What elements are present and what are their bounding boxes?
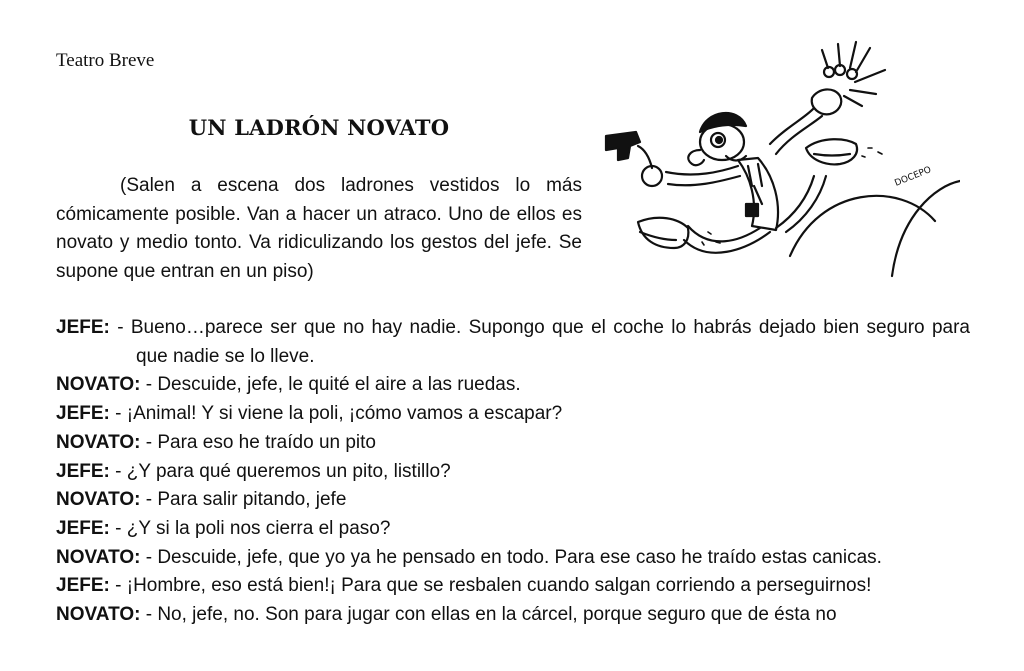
- dialogue-text: - Para salir pitando, jefe: [140, 489, 347, 511]
- dialogue-text: - Descuide, jefe, que yo ya he pensado en todo. Para ese caso he traído estas canicas.: [140, 546, 882, 568]
- speaker-name: JEFE:: [56, 403, 110, 425]
- dialogue-text: - Descuide, jefe, le quité el aire a las ruedas.: [140, 374, 521, 396]
- dialogue-line: [56, 314, 970, 371]
- dialogue-line: [56, 544, 970, 573]
- dialogue: [56, 314, 970, 630]
- dialogue-line: [56, 601, 970, 630]
- ground-curve-line: [892, 181, 960, 276]
- speaker-name: JEFE:: [56, 575, 110, 597]
- dialogue-text: - No, jefe, no. Son para jugar con ellas en la cárcel, porque seguro que de ésta no: [140, 604, 837, 626]
- dialogue-line: [56, 572, 970, 601]
- dialogue-line: [56, 458, 970, 487]
- dialogue-line: [56, 429, 970, 458]
- speaker-name: JEFE:: [56, 517, 110, 539]
- dialogue-text: - Bueno…parece ser que no hay nadie. Supongo que el coche lo habrás dejado bien seguro para que nadie se lo lleve.: [109, 317, 970, 367]
- raised-hand: [812, 89, 842, 114]
- page-title: UN LADRÓN NOVATO: [188, 115, 450, 140]
- dialogue-line: [56, 486, 970, 515]
- stage-directions: (Salen a escena dos ladrones vestidos lo más cómicamente posible. Van a hacer un atraco. Uno de ellos es novato y medio tonto. Va ridiculizando los gestos del jefe. Se supone que entran en un piso): [56, 175, 582, 282]
- dialogue-text: - ¡Hombre, eso está bien!¡ Para que se resbalen cuando salgan corriendo a perseguirnos!: [109, 575, 872, 597]
- front-shoe: [806, 139, 857, 164]
- dialogue-text: - ¿Y para qué queremos un pito, listillo?: [109, 460, 451, 482]
- dialogue-line: [56, 371, 970, 400]
- dialogue-text: - ¡Animal! Y si viene la poli, ¡cómo vamos a escapar?: [109, 403, 563, 425]
- artist-signature: DOCEPO: [893, 165, 933, 189]
- speaker-name: JEFE:: [56, 317, 110, 338]
- speaker-name: NOVATO:: [56, 374, 141, 396]
- dialogue-line: [56, 400, 970, 429]
- back-leg: [688, 226, 760, 241]
- back-shoe: [638, 218, 688, 248]
- speaker-name: JEFE:: [56, 460, 110, 482]
- speaker-name: NOVATO:: [56, 489, 141, 511]
- speaker-name: NOVATO:: [56, 431, 141, 453]
- speaker-name: NOVATO:: [56, 604, 141, 626]
- dialogue-line: [56, 515, 970, 544]
- keys-icon: [822, 42, 885, 106]
- thief-illustration: [600, 36, 960, 286]
- speaker-name: NOVATO:: [56, 546, 141, 568]
- pistol-icon: [606, 132, 640, 160]
- dialogue-text: - ¿Y si la poli nos cierra el paso?: [109, 517, 391, 539]
- section-label: Teatro Breve: [56, 50, 155, 71]
- gun-arm: [666, 166, 738, 174]
- front-leg: [776, 176, 814, 228]
- dialogue-text: - Para eso he traído un pito: [140, 431, 376, 453]
